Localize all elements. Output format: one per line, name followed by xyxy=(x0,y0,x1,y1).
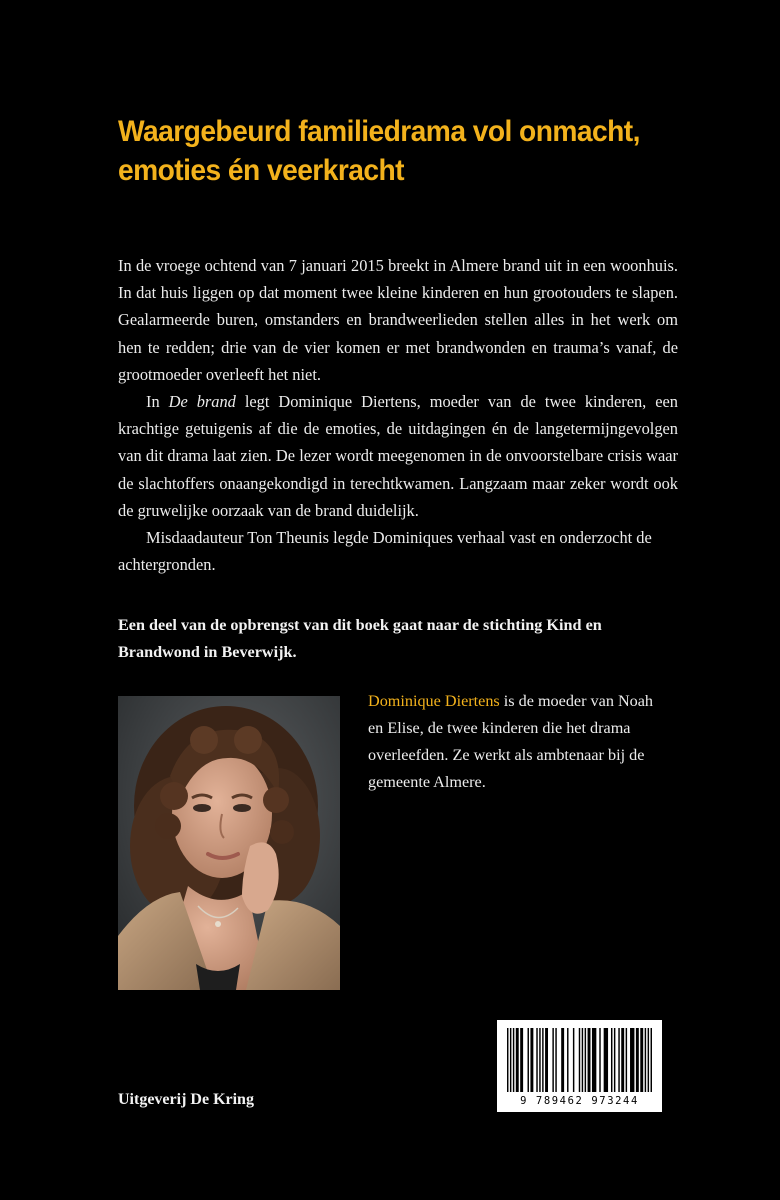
barcode-bar xyxy=(507,1028,508,1092)
barcode-bar xyxy=(636,1028,639,1092)
barcode-bar xyxy=(614,1028,615,1092)
barcode-bar xyxy=(585,1028,586,1092)
blurb-paragraph-1: In de vroege ochtend van 7 januari 2015 breekt in Almere brand uit in een woonhuis. In dat huis liggen op dat moment twee kleine kinderen en hun grootouders te slapen. Gealarmeerde buren, omstanders en brandweerlieden stellen alles in het werk om hen te redden; drie van de vier komen er met brandwonden en trauma’s vanaf, de grootmoeder overleeft het niet. xyxy=(118,256,678,384)
barcode-bar xyxy=(630,1028,634,1092)
barcode-bar xyxy=(588,1028,591,1092)
blurb-text xyxy=(118,252,678,578)
barcode-bar xyxy=(573,1028,574,1092)
cover-headline xyxy=(118,112,644,190)
headline-line-2: emoties én veerkracht xyxy=(118,154,404,187)
barcode-bar xyxy=(552,1028,553,1092)
publisher-name: Uitgeverij De Kring xyxy=(118,1091,254,1108)
barcode-bar xyxy=(579,1028,580,1092)
author-bio-text: is de moeder van Noah en Elise, de twee kinderen die het drama overleefden. Ze werkt als ambtenaar bij de gemeente Almere. xyxy=(368,692,654,791)
barcode-bar xyxy=(561,1028,564,1092)
barcode-bar xyxy=(536,1028,537,1092)
headline-line-1: Waargebeurd familiedrama vol onmacht, xyxy=(118,115,640,148)
barcode-bar xyxy=(645,1028,646,1092)
barcode-bar xyxy=(599,1028,600,1092)
barcode-bar xyxy=(520,1028,523,1092)
blurb-paragraph-2-prefix: In xyxy=(146,392,169,412)
barcode-bar xyxy=(640,1028,643,1092)
barcode-bar xyxy=(604,1028,608,1092)
barcode-bar xyxy=(648,1028,649,1092)
blurb-paragraph-2 xyxy=(118,388,678,524)
barcode-bar xyxy=(567,1028,568,1092)
barcode-bar xyxy=(611,1028,612,1092)
blurb-paragraph-2-rest: legt Dominique Diertens, moeder van de twee kinderen, een krachtige getuigenis af die de emoties, de uitdagingen én de langetermijngevolgen van dit drama laat zien. De lezer wordt meegenomen in de onvoorstelbare crisis waar de slachtoffers onaangekondigd in terechtkwamen. Langzaam maar zeker wordt ook de gruwelijke oorzaak van de brand duidelijk. xyxy=(118,392,678,520)
barcode-bar xyxy=(542,1028,543,1092)
barcode-bar xyxy=(516,1028,519,1092)
author-photo xyxy=(118,696,340,990)
barcode-bar xyxy=(510,1028,511,1092)
barcode-bar xyxy=(621,1028,624,1092)
barcode-bar xyxy=(528,1028,529,1092)
blurb-paragraph-3: Misdaadauteur Ton Theunis legde Dominiques verhaal vast en onderzocht de achtergronden. xyxy=(118,528,652,575)
donation-note: Een deel van de opbrengst van dit boek gaat naar de stichting Kind en Brandwond in Beverwijk. xyxy=(118,616,602,661)
barcode-bar xyxy=(582,1028,583,1092)
barcode-bar xyxy=(539,1028,540,1092)
book-title: De brand xyxy=(168,392,236,412)
barcode-bar xyxy=(545,1028,548,1092)
barcode-bar xyxy=(651,1028,652,1092)
isbn-barcode xyxy=(497,1020,662,1112)
barcode-bar xyxy=(555,1028,556,1092)
author-name: Dominique Diertens xyxy=(368,692,500,710)
barcode-bar xyxy=(530,1028,533,1092)
barcode-bar xyxy=(626,1028,627,1092)
isbn-digits: 9 789462 973244 xyxy=(520,1095,639,1107)
author-bio xyxy=(368,688,658,796)
barcode-bar xyxy=(618,1028,619,1092)
barcode-bar xyxy=(513,1028,514,1092)
barcode-bar xyxy=(592,1028,596,1092)
